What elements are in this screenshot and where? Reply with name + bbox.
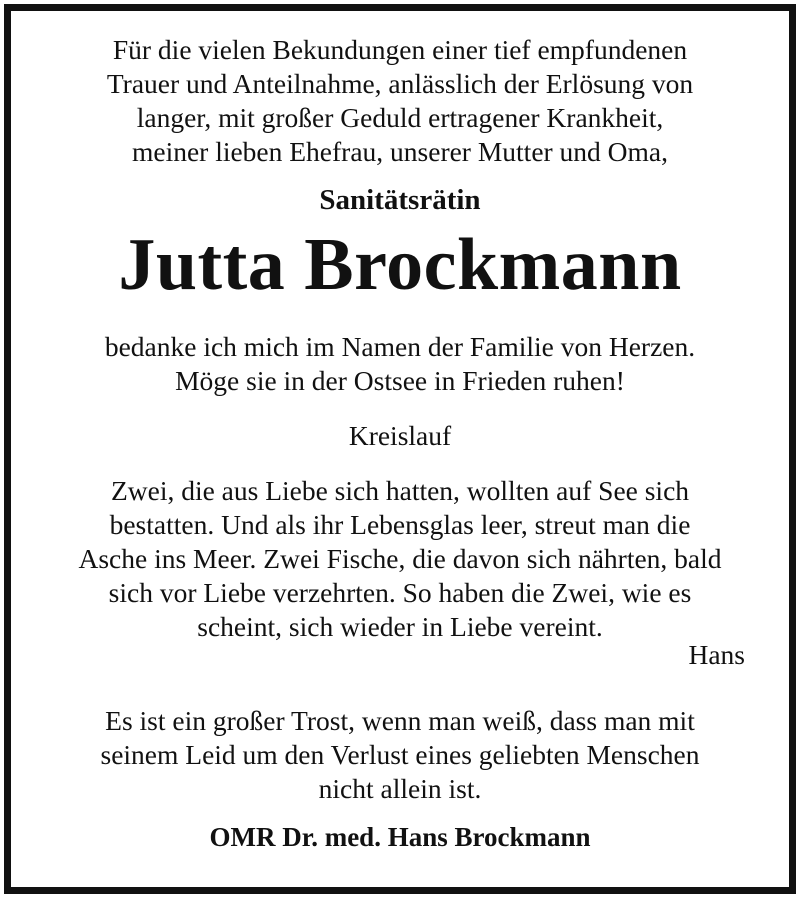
intro-paragraph: [0, 33, 800, 169]
poem-line: sich vor Liebe verzehrten. So haben die Zwei, wie es: [108, 577, 692, 608]
poem-title: Kreislauf: [348, 420, 452, 451]
poem-line: Asche ins Meer. Zwei Fische, die davon sich nährten, bald: [78, 543, 722, 574]
intro-line: meiner lieben Ehefrau, unserer Mutter und Oma,: [131, 136, 669, 167]
thanks-line: Möge sie in der Ostsee in Frieden ruhen!: [175, 365, 625, 396]
poem-line: bestatten. Und als ihr Lebensglas leer, streut man die: [109, 509, 691, 540]
poem-line: scheint, sich wieder in Liebe vereint.: [197, 611, 603, 642]
comfort-paragraph: [0, 704, 800, 806]
thanks-line: bedanke ich mich im Namen der Familie von Herzen.: [104, 331, 696, 362]
comfort-line: Es ist ein großer Trost, wenn man weiß, dass man mit: [105, 705, 695, 736]
poem-text: [0, 474, 800, 644]
intro-line: Trauer und Anteilnahme, anlässlich der Erlösung von: [106, 68, 694, 99]
poem-line: Zwei, die aus Liebe sich hatten, wollten auf See sich: [110, 475, 690, 506]
poem-author: Hans: [688, 639, 745, 670]
intro-line: langer, mit großer Geduld ertragener Krankheit,: [136, 102, 664, 133]
intro-line: Für die vielen Bekundungen einer tief empfundenen: [112, 34, 688, 65]
comfort-line: seinem Leid um den Verlust eines geliebten Menschen: [100, 739, 700, 770]
deceased-name: Jutta Brockmann: [118, 224, 682, 306]
signature: OMR Dr. med. Hans Brockmann: [209, 822, 591, 852]
thanks-paragraph: [0, 330, 800, 398]
deceased-title: Sanitätsrätin: [319, 184, 481, 216]
comfort-line: nicht allein ist.: [318, 773, 482, 804]
